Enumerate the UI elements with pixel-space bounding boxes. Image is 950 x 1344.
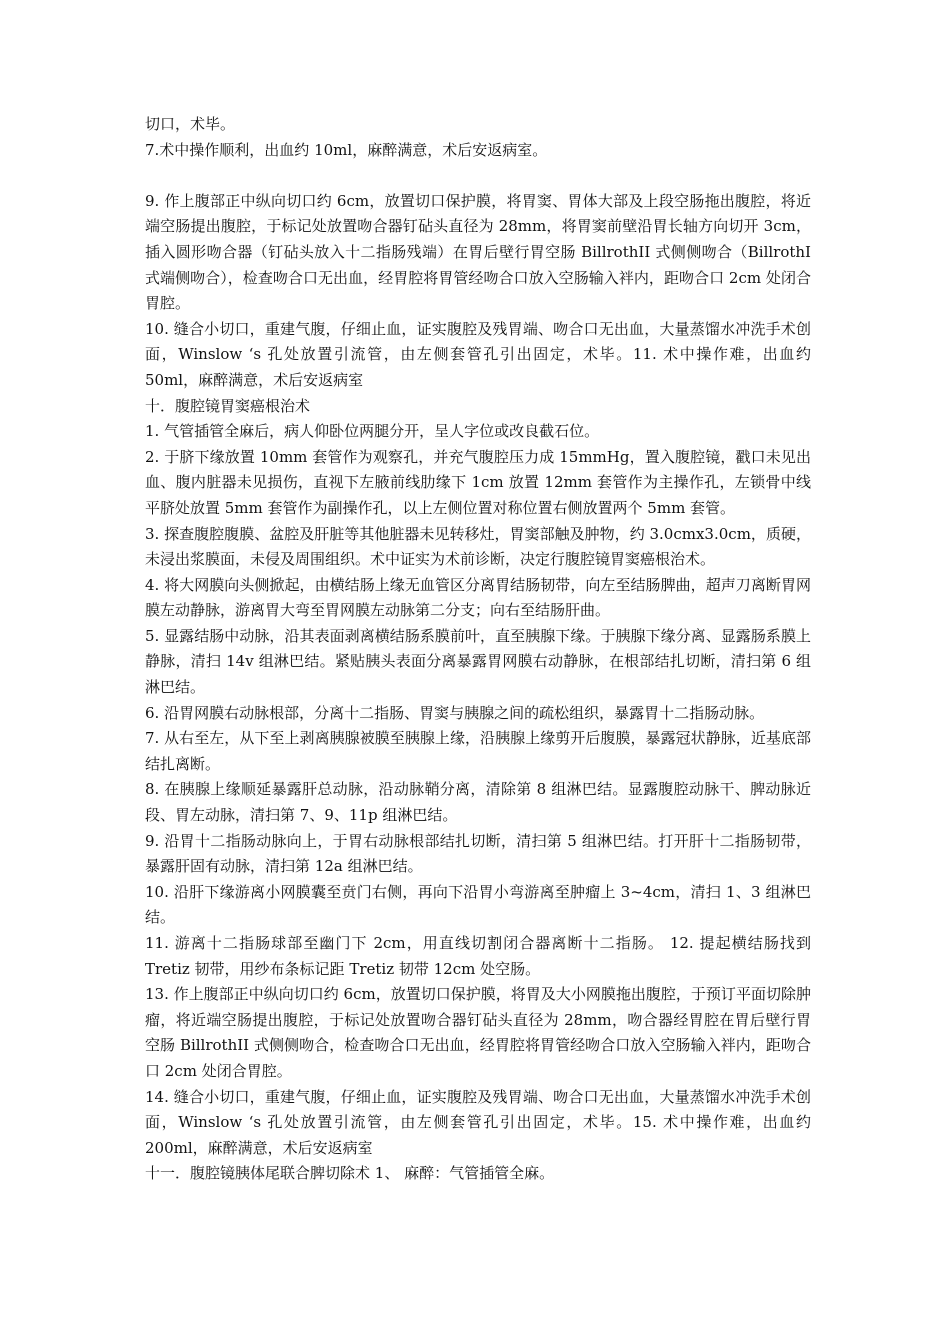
paragraph-7-summary: 7.术中操作顺利，出血约 10ml，麻醉满意，术后安返病室。	[145, 140, 548, 159]
blank-line	[145, 163, 811, 189]
paragraph-10-closure: 10. 缝合小切口，重建气腹，仔细止血，证实腹腔及残胃端、吻合口无出血，大量蒸馏水冲洗手术创面，Winslow ‘s 孔处放置引流管，由左侧套管孔引出固定，术毕。11. 术中操作难，出血约 50ml，麻醉满意，术后安返病室	[145, 319, 811, 389]
section-heading-11: 十一．腹腔镜胰体尾联合脾切除术 1、 麻醉：气管插管全麻。	[145, 1164, 555, 1183]
step-2-trocars: 2. 于脐下缘放置 10mm 套管作为观察孔，并充气腹腔压力成 15mmHg，置入腹腔镜，戳口未见出血、腹内脏器未见损伤，直视下左腋前线肋缘下 1cm 放置 12mm 套管作为主操作孔，左锁骨中线平脐处放置 5mm 套管作为副操作孔，以上左侧位置对称位置右侧放置两个 5mm 套管。	[145, 447, 811, 517]
step-8-hepatic-artery: 8. 在胰腺上缘顺延暴露肝总动脉，沿动脉鞘分离，清除第 8 组淋巴结。显露腹腔动脉干、脾动脉近段、胃左动脉，清扫第 7、9、11p 组淋巴结。	[145, 780, 811, 825]
paragraph-incision-end: 切口，术毕。	[145, 115, 236, 133]
step-1-anesthesia: 1. 气管插管全麻后，病人仰卧位两腿分开，呈人字位或改良截石位。	[145, 422, 600, 441]
section-heading-10: 十．腹腔镜胃窦癌根治术	[145, 396, 311, 415]
step-4-omentum: 4. 将大网膜向头侧掀起，由横结肠上缘无血管区分离胃结肠韧带，向左至结肠脾曲，超声刀离断胃网膜左动静脉，游离胃大弯至胃网膜左动脉第二分支；向右至结肠肝曲。	[145, 575, 811, 620]
step-3-exploration: 3. 探查腹腔腹膜、盆腔及肝脏等其他脏器未见转移灶，胃窦部触及肿物，约 3.0cmx3.0cm，质硬，未浸出浆膜面，未侵及周围组织。术中证实为术前诊断，决定行腹腔镜胃窦癌根治术。	[145, 524, 811, 569]
step-9-right-gastric: 9. 沿胃十二指肠动脉向上，于胃右动脉根部结扎切断，清扫第 5 组淋巴结。打开肝十二指肠韧带，暴露肝固有动脉，清扫第 12a 组淋巴结。	[145, 831, 811, 876]
step-14-15-closure: 14. 缝合小切口，重建气腹，仔细止血，证实腹腔及残胃端、吻合口无出血，大量蒸馏水冲洗手术创面，Winslow ‘s 孔处放置引流管，由左侧套管孔引出固定，术毕。15. 术中操作难，出血约 200ml，麻醉满意，术后安返病室	[145, 1087, 811, 1157]
step-10-lesser-omentum: 10. 沿肝下缘游离小网膜囊至贲门右侧，再向下沿胃小弯游离至肿瘤上 3~4cm，清扫 1、3 组淋巴结。	[145, 882, 811, 927]
document-body	[145, 112, 811, 1187]
paragraph-9-anastomosis: 9. 作上腹部正中纵向切口约 6cm，放置切口保护膜，将胃窦、胃体大部及上段空肠拖出腹腔，将近端空肠提出腹腔，于标记处放置吻合器钉砧头直径为 28mm，将胃窦前壁沿胃长轴方向切开 3cm，插入圆形吻合器（钉砧头放入十二指肠残端）在胃后壁行胃空肠 BillrothII 式侧侧吻合（BillrothI 式端侧吻合），检查吻合口无出血，经胃腔将胃管经吻合口放入空肠输入袢内，距吻合口 2cm 处闭合胃腔。	[145, 191, 811, 313]
step-7-pancreas-capsule: 7. 从右至左，从下至上剥离胰腺被膜至胰腺上缘，沿胰腺上缘剪开后腹膜，暴露冠状静脉，近基底部结扎离断。	[145, 729, 811, 773]
step-11-12-duodenum: 11. 游离十二指肠球部至幽门下 2cm，用直线切割闭合器离断十二指肠。 12. 提起横结肠找到 Tretiz 韧带，用纱布条标记距 Tretiz 韧带 12cm 处空肠。	[145, 934, 811, 978]
step-13-resection: 13. 作上腹部正中纵向切口约 6cm，放置切口保护膜，将胃及大小网膜拖出腹腔，于预订平面切除肿瘤，将近端空肠提出腹腔，于标记处放置吻合器钉砧头直径为 28mm，吻合器经胃腔在胃后壁行胃空肠 BillrothII 式侧侧吻合，检查吻合口无出血，经胃腔将胃管经吻合口放入空肠输入袢内，距吻合口 2cm 处闭合胃腔。	[145, 985, 811, 1080]
step-6-gastroduodenal: 6. 沿胃网膜右动脉根部，分离十二指肠、胃窦与胰腺之间的疏松组织，暴露胃十二指肠动脉。	[145, 703, 765, 722]
step-5-colic-artery: 5. 显露结肠中动脉，沿其表面剥离横结肠系膜前叶，直至胰腺下缘。于胰腺下缘分离、显露肠系膜上静脉，清扫 14v 组淋巴结。紧贴胰头表面分离暴露胃网膜右动静脉，在根部结扎切断，清扫第 6 组淋巴结。	[145, 626, 811, 697]
